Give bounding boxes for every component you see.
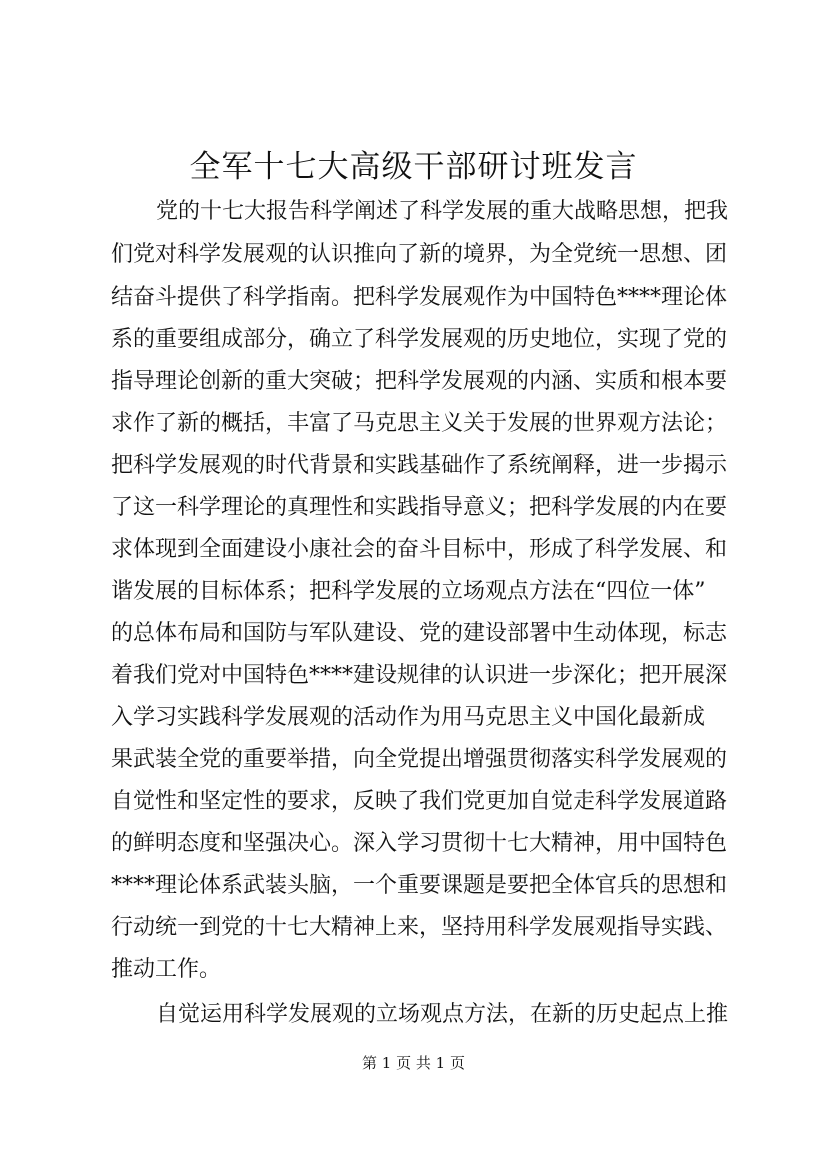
paragraph-line: 了这一科学理论的真理性和实践指导意义；把科学发展的内在要 — [111, 495, 728, 520]
paragraph-line: 求作了新的概括，丰富了马克思主义关于发展的世界观方法论； — [111, 411, 728, 436]
paragraph-line: 的鲜明态度和坚强决心。深入学习贯彻十七大精神，用中国特色 — [111, 831, 728, 856]
paragraph-line: 谐发展的目标体系；把科学发展的立场观点方法在“四位一体” — [111, 579, 706, 604]
paragraph-line: 行动统一到党的十七大精神上来，坚持用科学发展观指导实践、 — [111, 915, 728, 940]
paragraph-line: 的总体布局和国防与军队建设、党的建设部署中生动体现，标志 — [111, 621, 728, 646]
paragraph-line: 果武装全党的重要举措，向全党提出增强贯彻落实科学发展观的 — [111, 747, 728, 772]
page-footer: 第 1 页 共 1 页 — [362, 1054, 465, 1072]
paragraph-line: 系的重要组成部分，确立了科学发展观的历史地位，实现了党的 — [111, 327, 728, 352]
paragraph-line: 们党对科学发展观的认识推向了新的境界，为全党统一思想、团 — [111, 242, 728, 267]
paragraph-line: 入学习实践科学发展观的活动作为用马克思主义中国化最新成 — [111, 705, 706, 730]
paragraph-line: 把科学发展观的时代背景和实践基础作了系统阐释，进一步揭示 — [111, 453, 728, 478]
paragraph-line: 着我们党对中国特色****建设规律的认识进一步深化；把开展深 — [111, 663, 728, 688]
paragraph-line: 推动工作。 — [111, 957, 222, 982]
document-title: 全军十七大高级干部研讨班发言 — [189, 149, 638, 185]
paragraph-line: 党的十七大报告科学阐述了科学发展的重大战略思想，把我 — [156, 199, 729, 224]
paragraph-line: 自觉运用科学发展观的立场观点方法，在新的历史起点上推 — [156, 1002, 729, 1027]
paragraph-line: 求体现到全面建设小康社会的奋斗目标中，形成了科学发展、和 — [111, 537, 728, 562]
paragraph-line: 指导理论创新的重大突破；把科学发展观的内涵、实质和根本要 — [111, 369, 728, 394]
paragraph-line: ****理论体系武装头脑，一个重要课题是要把全体官兵的思想和 — [111, 873, 728, 898]
paragraph-line: 自觉性和坚定性的要求，反映了我们党更加自觉走科学发展道路 — [111, 789, 728, 814]
paragraph-line: 结奋斗提供了科学指南。把科学发展观作为中国特色****理论体 — [111, 285, 728, 310]
